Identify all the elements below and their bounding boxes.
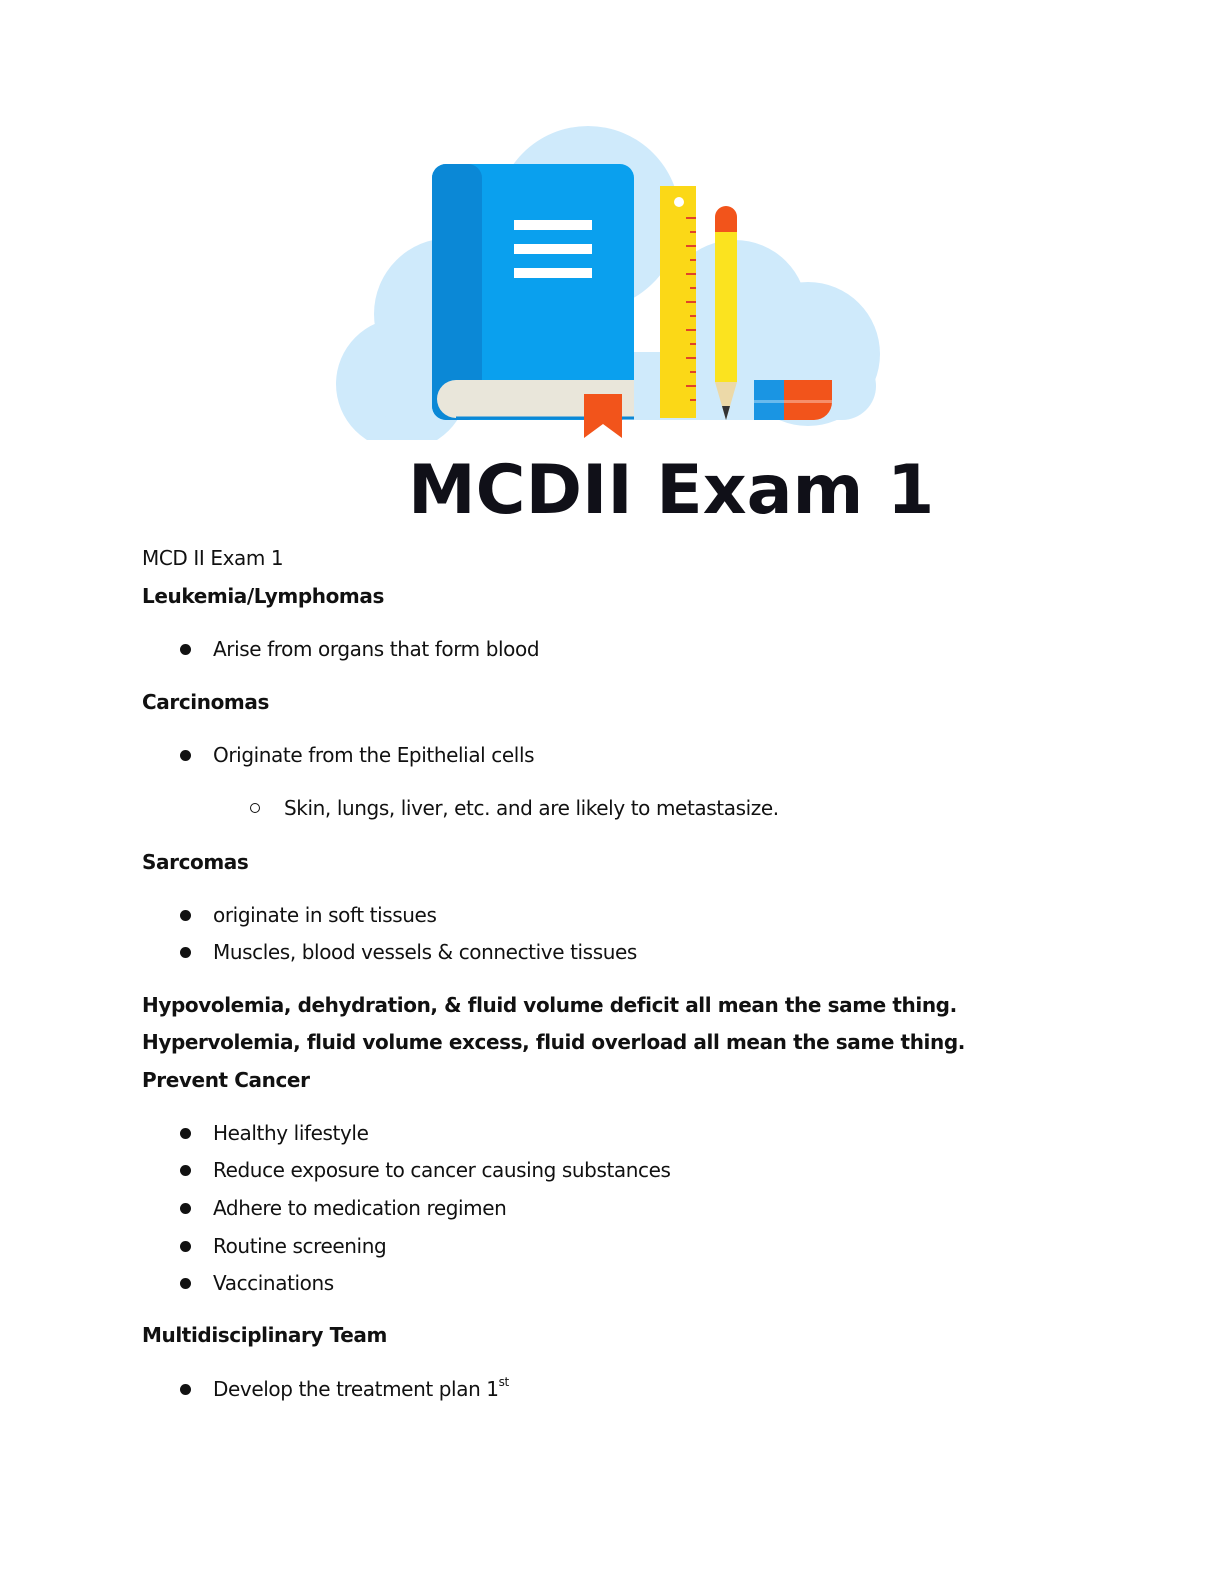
- heading-multidisciplinary-team: Multidisciplinary Team: [142, 1323, 387, 1347]
- list-item: Originate from the Epithelial cells: [213, 743, 535, 767]
- bullet-icon: [180, 644, 191, 655]
- subtitle: MCD II Exam 1: [142, 546, 284, 570]
- book-icon: [432, 164, 634, 420]
- bullet-icon: [180, 947, 191, 958]
- ordinal-suffix: st: [498, 1375, 509, 1390]
- hypovolemia-statement: Hypovolemia, dehydration, & fluid volume deficit all mean the same thing.: [142, 993, 957, 1017]
- bullet-icon: [180, 1278, 191, 1289]
- bullet-icon: [180, 1241, 191, 1252]
- list-item: Healthy lifestyle: [213, 1121, 369, 1145]
- bullet-icon: [180, 910, 191, 921]
- heading-prevent-cancer: Prevent Cancer: [142, 1068, 310, 1092]
- list-item: originate in soft tissues: [213, 903, 437, 927]
- heading-carcinomas: Carcinomas: [142, 690, 269, 714]
- heading-leukemia: Leukemia/Lymphomas: [142, 584, 384, 608]
- bullet-icon: [180, 1203, 191, 1214]
- hypervolemia-statement: Hypervolemia, fluid volume excess, fluid overload all mean the same thing.: [142, 1030, 965, 1054]
- bullet-icon: [180, 750, 191, 761]
- bullet-icon: [180, 1165, 191, 1176]
- list-item: Adhere to medication regimen: [213, 1196, 507, 1220]
- bullet-icon: [180, 1384, 191, 1395]
- list-item: Arise from organs that form blood: [213, 637, 540, 661]
- banner-title: MCDII Exam 1: [408, 451, 935, 530]
- sub-list-item: Skin, lungs, liver, etc. and are likely to metastasize.: [284, 796, 779, 820]
- pencil-icon: [715, 206, 737, 420]
- list-item: Routine screening: [213, 1234, 387, 1258]
- list-item: Vaccinations: [213, 1271, 334, 1295]
- ruler-icon: [660, 186, 696, 418]
- study-illustration: [330, 122, 882, 440]
- bookmark-icon: [584, 394, 622, 438]
- sub-bullet-icon: [250, 803, 260, 813]
- heading-sarcomas: Sarcomas: [142, 850, 249, 874]
- eraser-icon: [754, 380, 832, 420]
- list-item: Muscles, blood vessels & connective tissues: [213, 940, 637, 964]
- team-item-text: Develop the treatment plan 1: [213, 1377, 499, 1401]
- list-item: Reduce exposure to cancer causing substances: [213, 1158, 671, 1182]
- bullet-icon: [180, 1128, 191, 1139]
- list-item: [213, 1377, 509, 1401]
